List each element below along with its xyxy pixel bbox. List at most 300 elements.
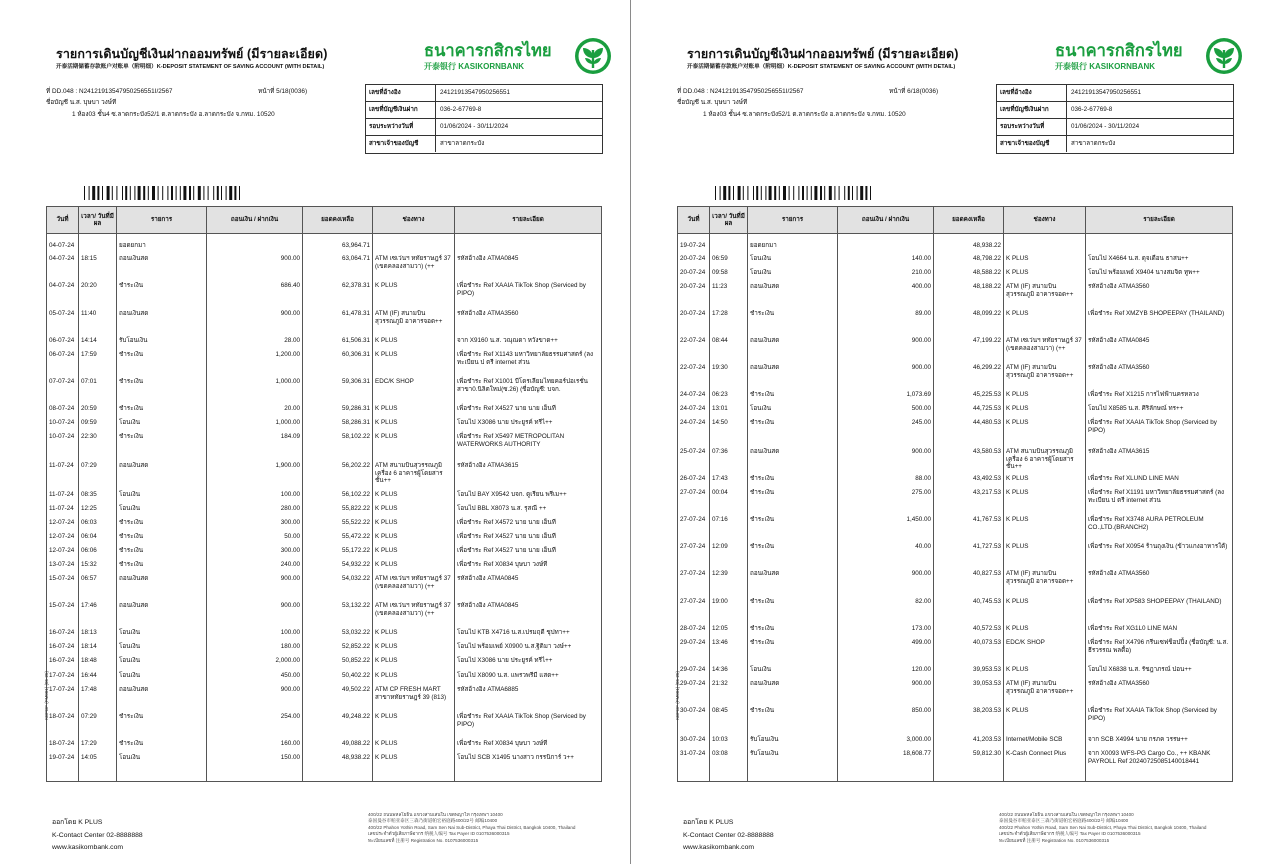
table-cell-time: 07:36 bbox=[712, 448, 728, 455]
info-label: เลขที่อ้างอิง bbox=[366, 85, 436, 101]
table-cell-balance: 41,727.53 bbox=[972, 543, 1001, 550]
table-cell-date: 12-07-24 bbox=[49, 519, 75, 526]
info-row bbox=[997, 85, 1233, 102]
table-cell-detail: จาก X9160 น.ส. วณุณดา หวังขาด++ bbox=[457, 337, 558, 344]
column-header: วันที่ bbox=[47, 207, 79, 233]
table-cell-time: 08:44 bbox=[712, 337, 728, 344]
form-code: KBPDF (FM001) (05-25) bbox=[675, 670, 680, 720]
table-cell-desc: ถอนเงินสด bbox=[750, 680, 780, 687]
table-cell-time: 11:23 bbox=[712, 283, 728, 290]
table-cell-detail: เพื่อชำระ Ref X5497 METROPOLITAN WATERWORKS AUTHORITY bbox=[457, 433, 565, 448]
issued-by: ออกโดย K PLUS bbox=[52, 819, 103, 826]
table-cell-channel: K PLUS bbox=[1006, 598, 1029, 605]
table-cell-date: 27-07-24 bbox=[680, 516, 706, 523]
table-cell-date: 12-07-24 bbox=[49, 547, 75, 554]
column-header: รายละเอียด bbox=[1143, 216, 1175, 224]
table-cell-channel: K PLUS bbox=[1006, 516, 1029, 523]
table-cell-amount: 900.00 bbox=[911, 570, 931, 577]
table-cell-amount: 150.00 bbox=[280, 754, 300, 761]
table-cell-date: 27-07-24 bbox=[680, 543, 706, 550]
table-cell-date: 24-07-24 bbox=[680, 391, 706, 398]
form-code: KBPDF (FM001) (05-25) bbox=[44, 670, 49, 720]
bank-address-line: เลขประจำตัวผู้เสียภาษีอากร 纳税人编号 Tax Payer ID 0107536000315 bbox=[368, 831, 510, 837]
table-cell-detail: รหัสอ้างอิง ATMA3560 bbox=[1088, 283, 1150, 290]
table-cell-balance: 43,492.53 bbox=[972, 475, 1001, 482]
table-cell-detail: เพื่อชำระ Ref X4572 นาย นาย เอ็นที bbox=[457, 519, 556, 526]
table-cell-date: 13-07-24 bbox=[49, 561, 75, 568]
table-cell-channel: K PLUS bbox=[375, 547, 398, 554]
table-cell-amount: 900.00 bbox=[911, 680, 931, 687]
table-cell-detail: รหัสอ้างอิง ATMA0845 bbox=[457, 602, 519, 609]
table-cell-amount: 499.00 bbox=[911, 639, 931, 646]
table-cell-channel: K PLUS bbox=[1006, 625, 1029, 632]
table-cell-date: 11-07-24 bbox=[49, 505, 74, 512]
table-cell-date: 04-07-24 bbox=[49, 255, 75, 262]
table-cell-detail: จาก SCB X4994 นาย กรภค วรรษ++ bbox=[1088, 736, 1188, 743]
table-cell-time: 17:59 bbox=[81, 351, 97, 358]
table-cell-desc: ชำระเงิน bbox=[750, 707, 775, 714]
statement-subtitle: 开泰活期储蓄存款账户对账单（附明细）K-DEPOSIT STATEMENT OF SAVING ACCOUNT (WITH DETAIL) bbox=[56, 64, 325, 70]
table-cell-time: 13:46 bbox=[712, 639, 728, 646]
table-cell-amount: 500.00 bbox=[911, 405, 931, 412]
table-cell-channel: K PLUS bbox=[1006, 269, 1029, 276]
column-divider bbox=[302, 233, 303, 781]
table-cell-detail: เพื่อชำระ Ref X4527 นาย นาย เอ็นที bbox=[457, 405, 556, 412]
table-cell-time: 07:16 bbox=[712, 516, 728, 523]
table-cell-detail: เพื่อชำระ Ref XAAIA TikTok Shop (Serviced by PIPO) bbox=[1088, 419, 1217, 434]
table-cell-time: 06:06 bbox=[81, 547, 97, 554]
table-cell-desc: รับโอนเงิน bbox=[750, 750, 779, 757]
table-cell-channel: K PLUS bbox=[1006, 489, 1029, 496]
table-cell-date: 08-07-24 bbox=[49, 405, 75, 412]
table-cell-date: 07-07-24 bbox=[49, 378, 75, 385]
table-cell-channel: K PLUS bbox=[1006, 255, 1029, 262]
table-cell-channel: ATM เซเว่นฯ หทัยราษฎร์ 37 (เขตคลองสามวา) (++ bbox=[1006, 337, 1082, 352]
table-cell-date: 16-07-24 bbox=[49, 629, 75, 636]
table-cell-detail: เพื่อชำระ Ref X1215 การไฟฟ้านครหลวง bbox=[1088, 391, 1199, 398]
table-cell-channel: K PLUS bbox=[375, 713, 398, 720]
table-cell-desc: โอนเงิน bbox=[119, 505, 140, 512]
table-cell-balance: 61,506.31 bbox=[341, 337, 370, 344]
table-cell-channel: K PLUS bbox=[375, 351, 398, 358]
table-cell-amount: 900.00 bbox=[911, 364, 931, 371]
kasikorn-leaf-icon bbox=[574, 37, 612, 75]
info-label: เลขที่อ้างอิง bbox=[997, 85, 1067, 101]
table-cell-detail: เพื่อชำระ Ref X0834 บุษบา วงษ์ที bbox=[457, 561, 548, 568]
bank-address-block bbox=[368, 812, 575, 844]
table-cell-balance: 38,203.53 bbox=[972, 707, 1001, 714]
column-header: รายการ bbox=[117, 207, 207, 233]
table-cell-detail: โอนไป พร้อมเพย์ X0900 น.ส.ฐิติมา วงษ์++ bbox=[457, 643, 572, 650]
table-cell-channel: K PLUS bbox=[1006, 419, 1029, 426]
table-cell-balance: 45,225.53 bbox=[972, 391, 1001, 398]
table-cell-date: 17-07-24 bbox=[49, 686, 75, 693]
table-cell-detail: เพื่อชำระ Ref X4527 นาย นาย เอ็นที bbox=[457, 547, 556, 554]
table-cell-time: 22:30 bbox=[81, 433, 97, 440]
table-cell-detail: เพื่อชำระ Ref XP583 SHOPEEPAY (THAILAND) bbox=[1088, 598, 1222, 605]
table-cell-date: 11-07-24 bbox=[49, 491, 74, 498]
table-cell-channel: K PLUS bbox=[375, 533, 398, 540]
table-cell-channel: K PLUS bbox=[375, 405, 398, 412]
table-cell-time: 16:44 bbox=[81, 672, 97, 679]
table-cell-balance: 49,248.22 bbox=[341, 713, 370, 720]
table-cell-desc: ชำระเงิน bbox=[119, 351, 144, 358]
table-cell-channel: ATM (IF) สนามบินสุวรรณภูมิ อาคารจอด++ bbox=[1006, 364, 1074, 379]
table-cell-time: 06:23 bbox=[712, 391, 728, 398]
table-cell-desc: รับโอนเงิน bbox=[119, 337, 148, 344]
table-cell-date: 16-07-24 bbox=[49, 657, 75, 664]
page-number: หน้าที่ 5/18(0036) bbox=[258, 88, 308, 95]
table-cell-detail: เพื่อชำระ Ref X1001 บีโดรเลียมไทยคอร์ปอเรชั่น สาขา0.นิลิตใหม่(ซ.26) (ชื่อบัญชี: บจก. bbox=[457, 378, 588, 393]
contact-center: K-Contact Center 02-8888888 bbox=[683, 832, 774, 839]
table-cell-detail: โอนไป SCB X1495 นางสาว กรรนิการ์ ว++ bbox=[457, 754, 574, 761]
table-cell-balance: 59,812.30 bbox=[972, 750, 1001, 757]
table-cell-detail: เพื่อชำระ Ref XLUND LINE MAN bbox=[1088, 475, 1179, 482]
table-cell-date: 27-07-24 bbox=[680, 489, 706, 496]
table-cell-desc: ถอนเงินสด bbox=[750, 364, 780, 371]
table-cell-date: 06-07-24 bbox=[49, 337, 75, 344]
info-label: สาขาเจ้าของบัญชี bbox=[366, 136, 436, 152]
table-cell-balance: 48,099.22 bbox=[972, 310, 1001, 317]
table-cell-balance: 40,572.53 bbox=[972, 625, 1001, 632]
table-cell-desc: โอนเงิน bbox=[119, 491, 140, 498]
table-cell-date: 25-07-24 bbox=[680, 448, 706, 455]
column-divider bbox=[933, 233, 934, 781]
table-cell-balance: 56,102.22 bbox=[341, 491, 370, 498]
table-cell-desc: ชำระเงิน bbox=[750, 543, 775, 550]
table-cell-amount: 210.00 bbox=[911, 269, 931, 276]
table-cell-amount: 450.00 bbox=[280, 672, 300, 679]
table-cell-detail: จาก X0093 WFS-PG Cargo Co., ++ KBANK PAYROLL Ref 20240725085140018441 bbox=[1088, 750, 1211, 765]
table-cell-detail: เพื่อชำระ Ref XG1L0 LINE MAN bbox=[1088, 625, 1178, 632]
bank-logo bbox=[1055, 38, 1245, 78]
bank-address-line: 泰国曼谷市帕亚泰区三森乃街道帕宏裕庭路400/22号 邮编10400 bbox=[999, 818, 1129, 824]
table-cell-desc: ชำระเงิน bbox=[750, 639, 775, 646]
table-cell-balance: 55,472.22 bbox=[341, 533, 370, 540]
table-cell-desc: โอนเงิน bbox=[119, 657, 140, 664]
table-cell-amount: 240.00 bbox=[280, 561, 300, 568]
table-cell-desc: ถอนเงินสด bbox=[119, 686, 149, 693]
table-cell-amount: 1,200.00 bbox=[275, 351, 300, 358]
table-cell-channel: K PLUS bbox=[1006, 475, 1029, 482]
column-divider bbox=[78, 233, 79, 781]
table-cell-amount: 900.00 bbox=[911, 337, 931, 344]
info-row bbox=[366, 119, 602, 136]
table-cell-balance: 43,580.53 bbox=[972, 448, 1001, 455]
account-address: 1 ห้อง03 ชั้น4 ซ.ลาดกระบัง52/1 ต.ลาดกระบัง อ.ลาดกระบัง จ.กทม. 10520 bbox=[703, 111, 906, 118]
table-cell-channel: K PLUS bbox=[1006, 310, 1029, 317]
table-cell-channel: ATM สนามบินสุวรรณภูมิ เครื่อง 6 อาคารผู้โดยสารชั้น++ bbox=[375, 462, 443, 484]
kasikorn-leaf-icon bbox=[1205, 37, 1243, 75]
table-cell-time: 12:05 bbox=[712, 625, 728, 632]
table-cell-desc: ชำระเงิน bbox=[119, 533, 144, 540]
table-cell-desc: ชำระเงิน bbox=[750, 516, 775, 523]
table-cell-detail: เพื่อชำระ Ref X1191 มหาวิทยาลัยธรรมศาสตร์ (ลงทะเบียน ป ตรี internet ส่วน bbox=[1088, 489, 1225, 504]
column-header: ช่องทาง bbox=[1004, 207, 1086, 233]
table-cell-desc: โอนเงิน bbox=[750, 255, 771, 262]
table-cell-balance: 63,064.71 bbox=[341, 255, 370, 262]
info-label: รอบระหว่างวันที่ bbox=[997, 119, 1067, 135]
table-cell-date: 10-07-24 bbox=[49, 433, 75, 440]
table-cell-amount: 28.00 bbox=[284, 337, 300, 344]
table-cell-time: 14:05 bbox=[81, 754, 97, 761]
table-cell-desc: ชำระเงิน bbox=[119, 547, 144, 554]
table-cell-date: 20-07-24 bbox=[680, 283, 706, 290]
table-cell-date: 04-07-24 bbox=[49, 242, 75, 249]
table-cell-time: 08:35 bbox=[81, 491, 97, 498]
column-divider bbox=[454, 233, 455, 781]
bank-address-block bbox=[999, 812, 1206, 844]
account-name: ชื่อบัญชี น.ส. บุษบา วงษ์ที bbox=[46, 99, 117, 106]
table-cell-channel: K PLUS bbox=[375, 337, 398, 344]
table-cell-time: 00:04 bbox=[712, 489, 728, 496]
column-divider bbox=[116, 233, 117, 781]
table-cell-time: 20:20 bbox=[81, 282, 97, 289]
table-cell-desc: ถอนเงินสด bbox=[119, 310, 149, 317]
table-cell-desc: ชำระเงิน bbox=[119, 740, 144, 747]
table-cell-desc: ชำระเงิน bbox=[750, 391, 775, 398]
table-cell-balance: 49,088.22 bbox=[341, 740, 370, 747]
table-cell-balance: 48,938.22 bbox=[341, 754, 370, 761]
table-cell-balance: 52,852.22 bbox=[341, 643, 370, 650]
table-cell-date: 30-07-24 bbox=[680, 707, 706, 714]
table-cell-balance: 55,822.22 bbox=[341, 505, 370, 512]
table-cell-detail: รหัสอ้างอิง ATMA3560 bbox=[1088, 680, 1150, 687]
table-cell-date: 24-07-24 bbox=[680, 419, 706, 426]
table-cell-channel: K PLUS bbox=[375, 561, 398, 568]
table-cell-date: 15-07-24 bbox=[49, 602, 75, 609]
table-cell-desc: ถอนเงินสด bbox=[119, 575, 149, 582]
table-cell-date: 29-07-24 bbox=[680, 666, 706, 673]
info-row bbox=[997, 136, 1233, 153]
account-info-box bbox=[365, 84, 603, 154]
table-cell-date: 05-07-24 bbox=[49, 310, 75, 317]
table-cell-balance: 41,203.53 bbox=[972, 736, 1001, 743]
table-cell-date: 16-07-24 bbox=[49, 643, 75, 650]
table-cell-desc: ชำระเงิน bbox=[750, 419, 775, 426]
table-cell-date: 12-07-24 bbox=[49, 533, 75, 540]
column-header: รายละเอียด bbox=[512, 216, 544, 224]
table-cell-detail: รหัสอ้างอิง ATMA3560 bbox=[1088, 570, 1150, 577]
bank-address-line: 400/22 ถนนพหลโยธิน แขวงสามเสนใน เขตพญาไท กรุงเทพฯ 10400 bbox=[999, 812, 1134, 817]
table-cell-time: 07:01 bbox=[81, 378, 97, 385]
table-cell-balance: 49,502.22 bbox=[341, 686, 370, 693]
table-cell-desc: ชำระเงิน bbox=[119, 433, 144, 440]
table-cell-channel: EDC/K SHOP bbox=[375, 378, 414, 385]
table-cell-balance: 40,827.53 bbox=[972, 570, 1001, 577]
bank-address-line: 泰国曼谷市帕亚泰区三森乃街道帕宏裕庭路400/22号 邮编10400 bbox=[368, 818, 498, 824]
table-cell-balance: 59,306.31 bbox=[341, 378, 370, 385]
table-cell-amount: 40.00 bbox=[915, 543, 931, 550]
table-cell-desc: ชำระเงิน bbox=[119, 519, 144, 526]
column-header: ถอนเงิน / ฝากเงิน bbox=[207, 207, 303, 233]
column-header: วันที่ bbox=[678, 207, 710, 233]
table-cell-channel: K PLUS bbox=[375, 629, 398, 636]
table-cell-balance: 50,852.22 bbox=[341, 657, 370, 664]
table-cell-time: 10:03 bbox=[712, 736, 728, 743]
table-cell-detail: โอนไป X8585 น.ส. ศิริลักษณ์ ทร++ bbox=[1088, 405, 1184, 412]
table-cell-channel: ATM (IF) สนามบินสุวรรณภูมิ อาคารจอด++ bbox=[375, 310, 443, 325]
table-cell-amount: 900.00 bbox=[280, 602, 300, 609]
table-cell-balance: 53,032.22 bbox=[341, 629, 370, 636]
table-cell-balance: 43,217.53 bbox=[972, 489, 1001, 496]
table-cell-amount: 100.00 bbox=[280, 629, 300, 636]
table-cell-date: 20-07-24 bbox=[680, 255, 706, 262]
table-cell-channel: K PLUS bbox=[375, 491, 398, 498]
table-cell-desc: ชำระเงิน bbox=[750, 598, 775, 605]
table-cell-balance: 53,132.22 bbox=[341, 602, 370, 609]
table-cell-channel: ATM (IF) สนามบินสุวรรณภูมิ อาคารจอด++ bbox=[1006, 283, 1074, 298]
table-cell-amount: 82.00 bbox=[915, 598, 931, 605]
table-cell-time: 07:29 bbox=[81, 713, 97, 720]
info-label: รอบระหว่างวันที่ bbox=[366, 119, 436, 135]
table-cell-balance: 59,286.31 bbox=[341, 405, 370, 412]
table-cell-amount: 1,450.00 bbox=[906, 516, 931, 523]
table-cell-balance: 60,306.31 bbox=[341, 351, 370, 358]
table-cell-desc: ชำระเงิน bbox=[119, 405, 144, 412]
table-cell-time: 07:29 bbox=[81, 462, 97, 469]
table-cell-channel: K-Cash Connect Plus bbox=[1006, 750, 1067, 757]
table-cell-channel: ATM (IF) สนามบินสุวรรณภูมิ อาคารจอด++ bbox=[1006, 570, 1074, 585]
account-info-box bbox=[996, 84, 1234, 154]
table-cell-amount: 1,073.69 bbox=[906, 391, 931, 398]
table-cell-amount: 88.00 bbox=[915, 475, 931, 482]
table-cell-time: 12:39 bbox=[712, 570, 728, 577]
table-cell-desc: ถอนเงินสด bbox=[750, 337, 780, 344]
table-cell-desc: โอนเงิน bbox=[750, 666, 771, 673]
table-cell-channel: K PLUS bbox=[375, 657, 398, 664]
bank-address-line: 400/22 Phahon Yothin Road, Sam Sen Nai Sub-District, Phaya Thai District, Bangkok 10400, Thailand bbox=[999, 824, 1207, 830]
table-cell-time: 14:14 bbox=[81, 337, 97, 344]
table-cell-detail: รหัสอ้างอิง ATMA3615 bbox=[457, 462, 519, 469]
table-cell-date: 20-07-24 bbox=[680, 269, 706, 276]
table-cell-detail: เพื่อชำระ Ref X3748 AURA PETROLEUM CO.,LTD.(BRANCH2) bbox=[1088, 516, 1204, 531]
table-cell-balance: 39,953.53 bbox=[972, 666, 1001, 673]
table-cell-detail: เพื่อชำระ Ref XAAIA TikTok Shop (Serviced by PIPO) bbox=[457, 282, 586, 297]
column-header: ถอนเงิน / ฝากเงิน bbox=[838, 207, 934, 233]
statement-subtitle: 开泰活期储蓄存款账户对账单（附明细）K-DEPOSIT STATEMENT OF SAVING ACCOUNT (WITH DETAIL) bbox=[687, 64, 956, 70]
table-cell-date: 22-07-24 bbox=[680, 364, 706, 371]
table-cell-amount: 245.00 bbox=[911, 419, 931, 426]
table-cell-channel: ATM เซเว่นฯ หทัยราษฎร์ 37 (เขตคลองสามวา) (++ bbox=[375, 255, 451, 270]
table-cell-detail: โอนไป X3086 นาย ประยูรค์ ทรีไ++ bbox=[457, 657, 553, 664]
table-cell-time: 03:08 bbox=[712, 750, 728, 757]
table-cell-balance: 48,188.22 bbox=[972, 283, 1001, 290]
table-cell-desc: ถอนเงินสด bbox=[119, 462, 149, 469]
table-cell-detail: โอนไป X3086 นาย ประยูรค์ ทรีไ++ bbox=[457, 419, 553, 426]
table-cell-amount: 1,900.00 bbox=[275, 462, 300, 469]
info-label: สาขาเจ้าของบัญชี bbox=[997, 136, 1067, 152]
table-cell-balance: 62,378.31 bbox=[341, 282, 370, 289]
table-cell-amount: 1,000.00 bbox=[275, 419, 300, 426]
table-cell-amount: 300.00 bbox=[280, 519, 300, 526]
table-cell-desc: ชำระเงิน bbox=[119, 713, 144, 720]
table-cell-amount: 300.00 bbox=[280, 547, 300, 554]
bank-name-en: 开泰银行 KASIKORNBANK bbox=[1055, 62, 1155, 71]
table-cell-detail: เพื่อชำระ Ref X4796 กรีนเซฟช็อปปิ้ง (ชื่อบัญชี: น.ส. ธีรวรรณ พลตื้อ) bbox=[1088, 639, 1229, 654]
table-cell-channel: ATM เซเว่นฯ หทัยราษฎร์ 37 (เขตคลองสามวา) (++ bbox=[375, 602, 451, 617]
column-header: รายการ bbox=[748, 207, 838, 233]
contact-center: K-Contact Center 02-8888888 bbox=[52, 832, 143, 839]
table-cell-detail: รหัสอ้างอิง ATMA6885 bbox=[457, 686, 519, 693]
statement-table bbox=[46, 206, 602, 782]
table-cell-detail: รหัสอ้างอิง ATMA0845 bbox=[457, 255, 519, 262]
table-cell-balance: 54,932.22 bbox=[341, 561, 370, 568]
table-cell-amount: 254.00 bbox=[280, 713, 300, 720]
bank-name-en: 开泰银行 KASIKORNBANK bbox=[424, 62, 524, 71]
table-cell-amount: 120.00 bbox=[911, 666, 931, 673]
statement-table bbox=[677, 206, 1233, 782]
table-cell-desc: ชำระเงิน bbox=[750, 625, 775, 632]
table-cell-amount: 3,000.00 bbox=[906, 736, 931, 743]
table-cell-date: 29-07-24 bbox=[680, 639, 706, 646]
table-cell-detail: เพื่อชำระ Ref X1143 มหาวิทยาลัยธรรมศาสตร์ (ลงทะเบียน ป ตรี internet ส่วน bbox=[457, 351, 594, 366]
column-divider bbox=[1003, 233, 1004, 781]
table-cell-channel: K PLUS bbox=[375, 419, 398, 426]
table-cell-amount: 275.00 bbox=[911, 489, 931, 496]
table-cell-date: 15-07-24 bbox=[49, 575, 75, 582]
table-cell-detail: โอนไป BBL X8073 น.ส. รุสณี ++ bbox=[457, 505, 547, 512]
table-cell-channel: K PLUS bbox=[375, 754, 398, 761]
table-cell-amount: 900.00 bbox=[911, 448, 931, 455]
table-cell-balance: 41,767.53 bbox=[972, 516, 1001, 523]
statement-title: รายการเดินบัญชีเงินฝากออมทรัพย์ (มีรายละเอียด) bbox=[56, 47, 328, 61]
table-cell-date: 19-07-24 bbox=[49, 754, 75, 761]
table-cell-time: 11:40 bbox=[81, 310, 97, 317]
bank-address-line: เลขประจำตัวผู้เสียภาษีอากร 纳税人编号 Tax Payer ID 0107536000315 bbox=[999, 831, 1141, 837]
table-cell-balance: 58,286.31 bbox=[341, 419, 370, 426]
table-cell-desc: ชำระเงิน bbox=[119, 282, 144, 289]
column-divider bbox=[1085, 233, 1086, 781]
table-cell-detail: เพื่อชำระ Ref X0834 บุษบา วงษ์ที bbox=[457, 740, 548, 747]
table-cell-desc: ถอนเงินสด bbox=[119, 255, 149, 262]
table-cell-channel: ATM CP FRESH MART สาขาหทัยราษฎร์ 39 (813) bbox=[375, 686, 447, 701]
info-value: สาขาลาดกระบัง bbox=[440, 140, 485, 147]
table-cell-desc: ยอดยกมา bbox=[119, 242, 146, 249]
info-value: สาขาลาดกระบัง bbox=[1071, 140, 1116, 147]
table-cell-date: 19-07-24 bbox=[680, 242, 706, 249]
table-cell-balance: 48,798.22 bbox=[972, 255, 1001, 262]
table-cell-date: 29-07-24 bbox=[680, 680, 706, 687]
column-divider bbox=[747, 233, 748, 781]
bank-logo bbox=[424, 38, 614, 78]
table-cell-channel: K PLUS bbox=[375, 740, 398, 747]
table-cell-amount: 280.00 bbox=[280, 505, 300, 512]
table-cell-date: 28-07-24 bbox=[680, 625, 706, 632]
info-row bbox=[366, 85, 602, 102]
table-cell-channel: ATM (IF) สนามบินสุวรรณภูมิ อาคารจอด++ bbox=[1006, 680, 1074, 695]
table-cell-time: 06:57 bbox=[81, 575, 97, 582]
table-header bbox=[678, 207, 1232, 234]
table-cell-amount: 89.00 bbox=[915, 310, 931, 317]
column-divider bbox=[837, 233, 838, 781]
table-cell-balance: 46,299.22 bbox=[972, 364, 1001, 371]
table-cell-time: 18:48 bbox=[81, 657, 97, 664]
table-cell-detail: โอนไป BAY X9542 บจก. ดูเรียน พรีเม++ bbox=[457, 491, 567, 498]
table-cell-balance: 58,102.22 bbox=[341, 433, 370, 440]
table-cell-desc: โอนเงิน bbox=[119, 629, 140, 636]
table-cell-channel: K PLUS bbox=[375, 505, 398, 512]
info-row bbox=[366, 102, 602, 119]
bank-address-line: ทะเบียนเลขที่ 注册号 Registration No. 0107536000315 bbox=[368, 837, 479, 843]
table-cell-date: 27-07-24 bbox=[680, 598, 706, 605]
website-link: www.kasikornbank.com bbox=[683, 844, 755, 851]
table-cell-amount: 50.00 bbox=[284, 533, 300, 540]
table-cell-amount: 18,608.77 bbox=[902, 750, 931, 757]
table-cell-amount: 900.00 bbox=[280, 255, 300, 262]
column-header: ยอดคงเหลือ bbox=[934, 207, 1004, 233]
table-cell-balance: 40,745.53 bbox=[972, 598, 1001, 605]
